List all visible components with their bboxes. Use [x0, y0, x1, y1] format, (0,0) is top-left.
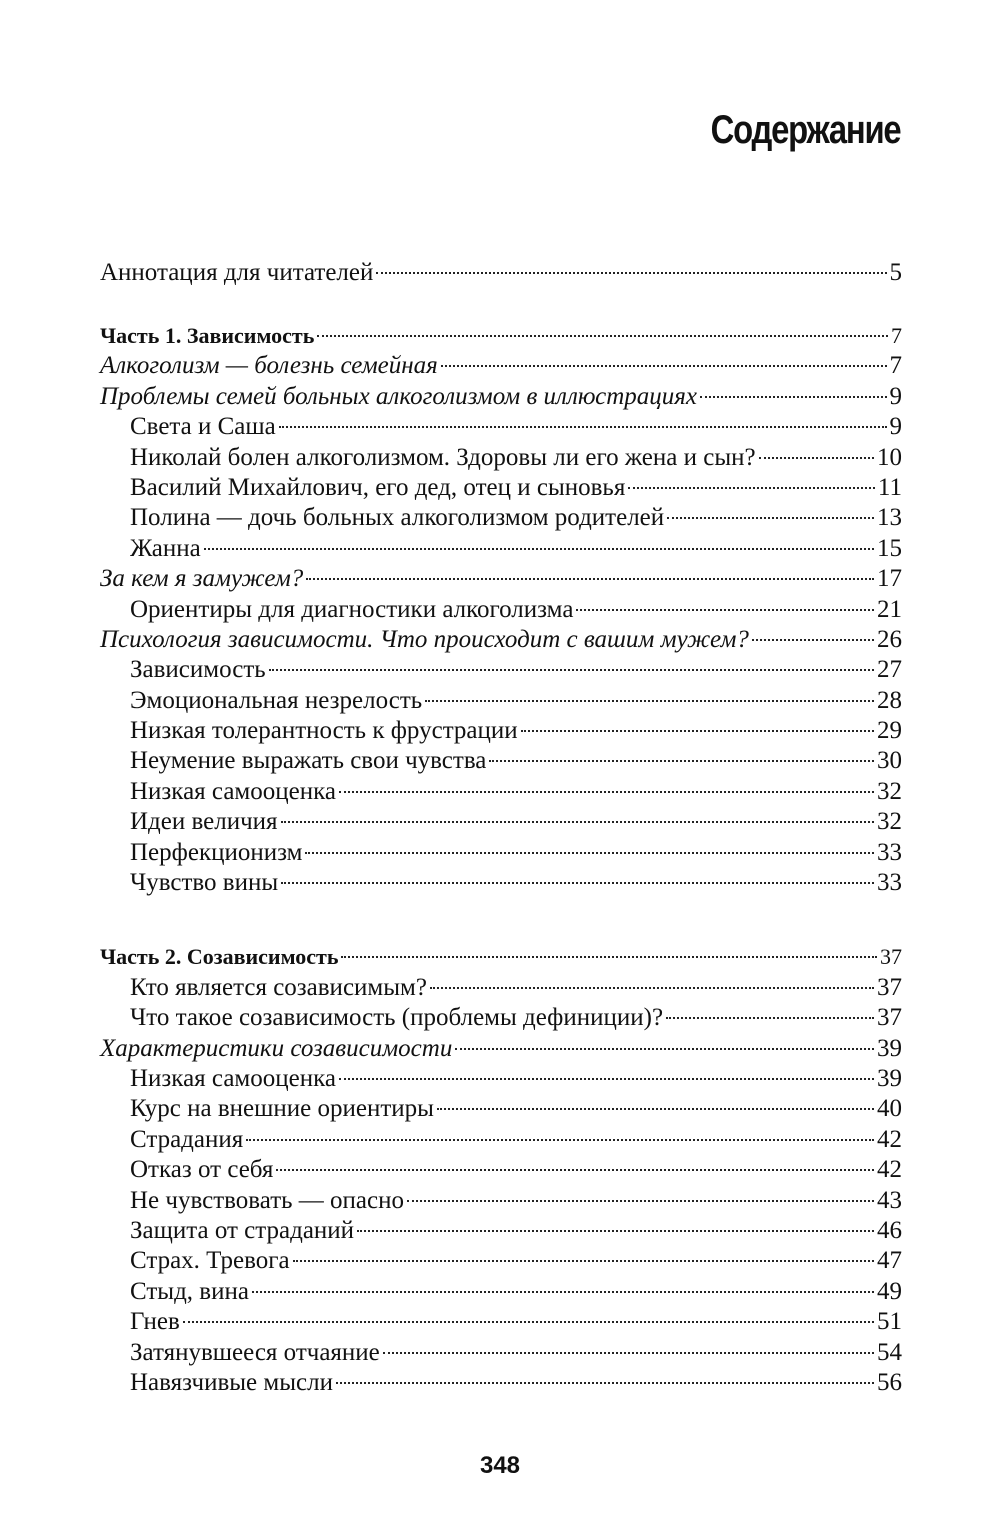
toc-entry-page: 10	[877, 443, 902, 471]
toc-entry-page: 21	[877, 595, 902, 623]
dot-leader	[383, 1352, 874, 1354]
table-of-contents	[100, 255, 902, 1398]
toc-entry-page: 42	[877, 1156, 902, 1184]
toc-entry-page: 37	[877, 973, 902, 1001]
toc-entry-page: 17	[877, 565, 902, 593]
toc-entry[interactable]	[100, 942, 902, 972]
toc-entry-label: Отказ от себя	[130, 1156, 274, 1184]
toc-entry-label: Часть 2. Созависимость	[100, 944, 339, 970]
toc-entry[interactable]	[100, 534, 902, 564]
dot-leader	[430, 987, 874, 989]
toc-entry-page: 39	[877, 1034, 902, 1062]
toc-entry-page: 56	[877, 1368, 902, 1396]
page-title: Содержание	[710, 108, 900, 152]
toc-entry-label: Характеристики созависимости	[100, 1034, 453, 1062]
toc-entry-page: 54	[877, 1338, 902, 1366]
toc-entry-page: 37	[877, 1004, 902, 1032]
dot-leader	[281, 882, 874, 884]
toc-entry-page: 7	[891, 323, 902, 348]
toc-entry-label: Стыд, вина	[130, 1277, 249, 1305]
toc-entry[interactable]	[100, 382, 902, 412]
dot-leader	[306, 578, 874, 580]
toc-entry-page: 49	[877, 1277, 902, 1305]
dot-leader	[437, 1108, 874, 1110]
dot-leader	[246, 1139, 874, 1141]
toc-entry-label: Неумение выражать свои чувства	[130, 747, 487, 775]
toc-entry-label: Аннотация для читателей	[100, 259, 374, 286]
dot-leader	[339, 1078, 874, 1080]
toc-entry-label: Василий Михайлович, его дед, отец и сыновья	[130, 473, 626, 501]
toc-entry-page: 29	[877, 717, 902, 745]
dot-leader	[279, 426, 887, 428]
dot-leader	[281, 821, 874, 823]
toc-entry[interactable]	[100, 625, 902, 655]
dot-leader	[700, 396, 886, 398]
toc-entry-page: 47	[877, 1247, 902, 1275]
toc-entry-page: 46	[877, 1216, 902, 1244]
toc-entry[interactable]	[100, 686, 902, 716]
toc-entry-label: Страх. Тревога	[130, 1247, 290, 1275]
toc-entry-label: Перфекционизм	[130, 838, 303, 866]
dot-leader	[317, 335, 888, 337]
toc-entry-label: Гнев	[130, 1308, 180, 1336]
toc-entry-label: Ориентиры для диагностики алкоголизма	[130, 595, 574, 623]
toc-entry-page: 42	[877, 1125, 902, 1153]
toc-entry-label: Низкая толерантность к фрустрации	[130, 717, 518, 745]
toc-entry-label: Что такое созависимость (проблемы дефиниции)?	[130, 1004, 664, 1032]
toc-entry-label: Не чувствовать — опасно	[130, 1186, 404, 1214]
dot-leader	[305, 852, 874, 854]
dot-leader	[576, 609, 874, 611]
toc-entry-label: Жанна	[130, 534, 201, 562]
toc-entry[interactable]	[100, 1216, 902, 1246]
toc-entry-page: 40	[877, 1095, 902, 1123]
toc-entry-page: 30	[877, 747, 902, 775]
dot-leader	[441, 365, 887, 367]
toc-entry[interactable]	[100, 973, 902, 1003]
toc-entry-label: Страдания	[130, 1125, 244, 1153]
toc-entry-label: Эмоциональная незрелость	[130, 686, 423, 714]
dot-leader	[183, 1321, 874, 1323]
toc-entry[interactable]	[100, 473, 902, 503]
toc-entry-label: Проблемы семей больных алкоголизмом в иллюстрациях	[100, 382, 698, 410]
toc-entry[interactable]	[100, 321, 902, 351]
toc-entry-page: 9	[889, 382, 902, 410]
dot-leader	[341, 956, 877, 958]
dot-leader	[455, 1048, 874, 1050]
toc-entry-label: Низкая самооценка	[130, 1064, 336, 1092]
toc-entry[interactable]	[100, 1368, 902, 1398]
toc-entry-page: 43	[877, 1186, 902, 1214]
toc-entry[interactable]	[100, 351, 902, 381]
dot-leader	[293, 1260, 874, 1262]
dot-leader	[339, 791, 874, 793]
toc-entry-label: Защита от страданий	[130, 1216, 355, 1244]
toc-entry-label: Навязчивые мысли	[130, 1368, 333, 1396]
dot-leader	[252, 1291, 874, 1293]
toc-entry-label: Курс на внешние ориентиры	[130, 1095, 434, 1123]
toc-entry[interactable]	[100, 868, 902, 898]
toc-entry-page: 26	[877, 625, 902, 653]
toc-entry[interactable]	[100, 564, 902, 594]
toc-entry-label: Низкая самооценка	[130, 777, 336, 805]
toc-entry[interactable]	[100, 1338, 902, 1368]
toc-entry-page: 5	[889, 259, 902, 286]
dot-leader	[204, 548, 874, 550]
dot-leader	[276, 1169, 874, 1171]
toc-entry-page: 51	[877, 1308, 902, 1336]
toc-entry-page: 39	[877, 1064, 902, 1092]
toc-entry[interactable]	[100, 838, 902, 868]
toc-spacer	[100, 898, 902, 942]
toc-entry-label: Полина — дочь больных алкоголизмом родителей	[130, 504, 665, 532]
toc-entry-label: Психология зависимости. Что происходит с вашим мужем?	[100, 625, 749, 653]
dot-leader	[489, 760, 874, 762]
toc-entry[interactable]	[100, 807, 902, 837]
toc-entry-page: 32	[877, 808, 902, 836]
dot-leader	[425, 700, 874, 702]
toc-entry[interactable]	[100, 503, 902, 533]
toc-entry-page: 32	[877, 777, 902, 805]
toc-entry[interactable]	[100, 1155, 902, 1185]
toc-entry-page: 13	[877, 504, 902, 532]
toc-entry[interactable]	[100, 1277, 902, 1307]
toc-entry-page: 11	[877, 473, 902, 501]
toc-entry-label: За кем я замужем?	[100, 565, 304, 593]
toc-entry-label: Затянувшееся отчаяние	[130, 1338, 380, 1366]
page-number: 348	[479, 1452, 521, 1479]
toc-entry[interactable]	[100, 1064, 902, 1094]
toc-entry[interactable]	[100, 1186, 902, 1216]
toc-entry[interactable]	[100, 255, 902, 291]
toc-entry-page: 9	[889, 413, 902, 441]
toc-entry[interactable]	[100, 1307, 902, 1337]
dot-leader	[521, 730, 874, 732]
toc-entry[interactable]	[100, 746, 902, 776]
toc-entry[interactable]	[100, 1094, 902, 1124]
toc-entry[interactable]	[100, 1246, 902, 1276]
dot-leader	[269, 669, 874, 671]
dot-leader	[666, 1017, 874, 1019]
toc-entry[interactable]	[100, 655, 902, 685]
toc-entry-page: 27	[877, 656, 902, 684]
dot-leader	[376, 272, 886, 274]
toc-entry-page: 28	[877, 686, 902, 714]
toc-entry[interactable]	[100, 443, 902, 473]
toc-entry-label: Зависимость	[130, 656, 266, 684]
toc-entry-label: Света и Саша	[130, 413, 276, 441]
toc-entry[interactable]	[100, 1003, 902, 1033]
toc-entry-page: 15	[877, 534, 902, 562]
toc-entry-page: 33	[877, 869, 902, 897]
toc-entry[interactable]	[100, 595, 902, 625]
toc-entry-label: Кто является созависимым?	[130, 973, 427, 1001]
dot-leader	[752, 639, 874, 641]
toc-entry[interactable]	[100, 716, 902, 746]
toc-entry-label: Часть 1. Зависимость	[100, 323, 315, 348]
toc-entry[interactable]	[100, 1125, 902, 1155]
toc-entry-label: Чувство вины	[130, 869, 279, 897]
dot-leader	[759, 457, 874, 459]
toc-entry-page: 37	[880, 944, 902, 970]
toc-entry-page: 33	[877, 838, 902, 866]
dot-leader	[336, 1382, 874, 1384]
toc-entry-label: Идеи величия	[130, 808, 278, 836]
dot-leader	[357, 1230, 874, 1232]
toc-spacer	[100, 291, 902, 321]
dot-leader	[628, 487, 875, 489]
toc-entry-page: 7	[889, 352, 902, 380]
toc-entry[interactable]	[100, 412, 902, 442]
toc-entry-label: Николай болен алкоголизмом. Здоровы ли его жена и сын?	[130, 443, 756, 471]
dot-leader	[407, 1200, 874, 1202]
toc-entry-label: Алкоголизм — болезнь семейная	[100, 352, 438, 380]
dot-leader	[667, 517, 874, 519]
toc-entry[interactable]	[100, 777, 902, 807]
toc-entry[interactable]	[100, 1034, 902, 1064]
